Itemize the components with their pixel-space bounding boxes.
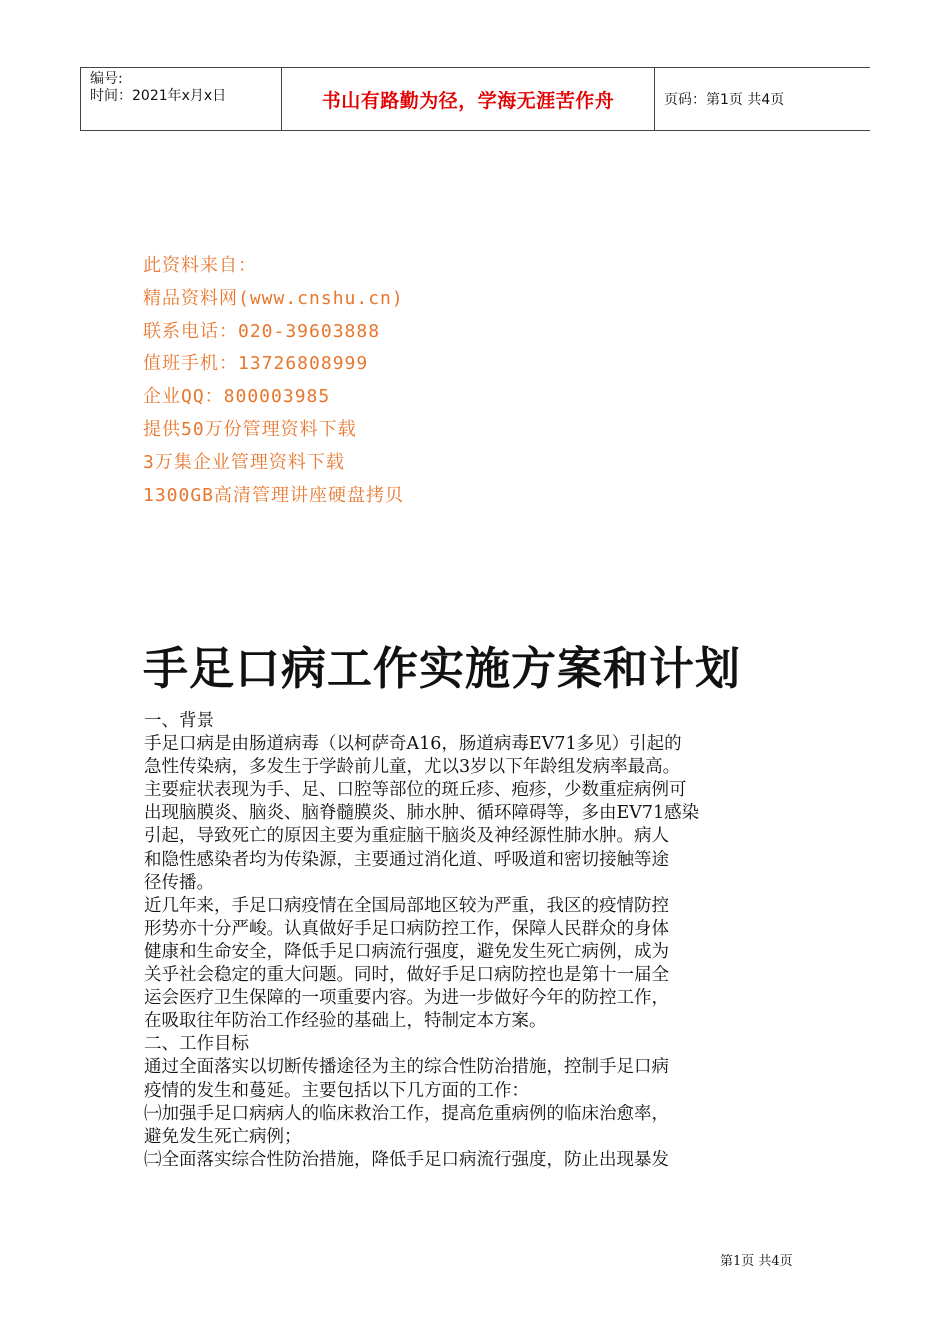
source-info-line: 值班手机：13726808999	[143, 353, 369, 375]
source-info-line: 企业QQ：800003985	[143, 386, 331, 408]
body-line: 出现脑膜炎、脑炎、脑脊髓膜炎、肺水肿、循环障碍等，多由EV71感染	[144, 803, 700, 824]
body-line: 健康和生命安全，降低手足口病流行强度，避免发生死亡病例，成为	[144, 941, 669, 962]
section-heading: 二、工作目标	[144, 1034, 249, 1055]
source-info-line: 精品资料网(www.cnshu.cn)	[143, 287, 404, 309]
footer-page-info: 第1页 共4页	[720, 1254, 793, 1269]
body-line: 避免发生死亡病例；	[144, 1126, 302, 1147]
source-info-line: 1300GB高清管理讲座硬盘拷贝	[143, 484, 405, 506]
body-line: 主要症状表现为手、足、口腔等部位的斑丘疹、疱疹，少数重症病例可	[144, 780, 687, 801]
body-line: 引起，导致死亡的原因主要为重症脑干脑炎及神经源性肺水肿。病人	[144, 826, 669, 847]
body-line: 和隐性感染者均为传染源，主要通过消化道、呼吸道和密切接触等途	[144, 849, 669, 870]
serial-label: 编号:	[90, 71, 123, 87]
body-line: 疫情的发生和蔓延。主要包括以下几方面的工作：	[144, 1080, 529, 1101]
source-info-line: 此资料来自：	[143, 255, 257, 276]
body-line: 通过全面落实以切断传播途径为主的综合性防治措施，控制手足口病	[144, 1057, 669, 1078]
body-line: 急性传染病，多发生于学龄前儿童，尤以3岁以下年龄组发病率最高。	[144, 757, 681, 778]
body-line: 形势亦十分严峻。认真做好手足口病防控工作，保障人民群众的身体	[144, 918, 669, 939]
body-line: ㈡全面落实综合性防治措施，降低手足口病流行强度，防止出现暴发	[144, 1149, 669, 1170]
body-line: 关乎社会稳定的重大问题。同时，做好手足口病防控也是第十一届全	[144, 965, 669, 986]
source-info-block	[143, 250, 404, 512]
body-line: 在吸取往年防治工作经验的基础上，特制定本方案。	[144, 1011, 547, 1032]
header-meta	[90, 71, 226, 105]
header-motto: 书山有路勤为径，学海无涯苦作舟	[321, 89, 615, 112]
body-line: 运会医疗卫生保障的一项重要内容。为进一步做好今年的防控工作，	[144, 988, 669, 1009]
body-line: 近几年来，手足口病疫情在全国局部地区较为严重，我区的疫情防控	[144, 895, 669, 916]
source-info-line: 提供50万份管理资料下载	[143, 418, 357, 440]
body-line: ㈠加强手足口病病人的临床救治工作，提高危重病例的临床治愈率，	[144, 1103, 669, 1124]
body-line: 手足口病是由肠道病毒（以柯萨奇A16，肠道病毒EV71多见）引起的	[144, 734, 682, 755]
header-page-info: 页码：第1页 共4页	[664, 92, 785, 108]
header-divider	[80, 68, 81, 130]
document-title: 手足口病工作实施方案和计划	[143, 642, 742, 695]
document-body	[144, 710, 812, 1172]
section-heading: 一、背景	[144, 711, 214, 731]
source-info-line: 3万集企业管理资料下载	[143, 451, 345, 473]
body-line: 径传播。	[144, 872, 214, 893]
time-label: 时间：2021年x月x日	[90, 88, 227, 104]
source-info-line: 联系电话：020-39603888	[143, 320, 381, 342]
header-divider	[654, 68, 655, 130]
header-table	[80, 67, 870, 131]
